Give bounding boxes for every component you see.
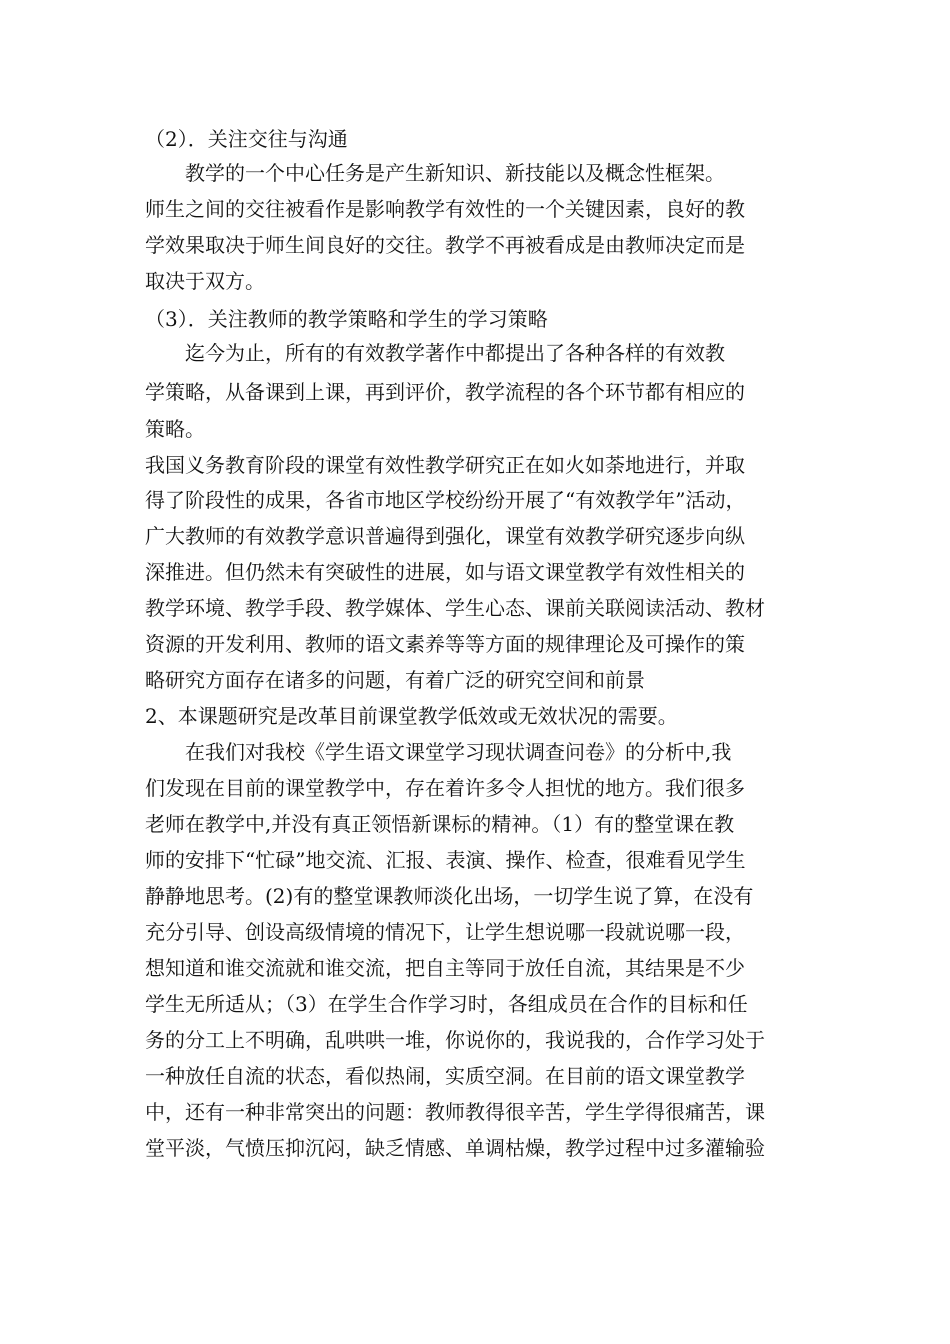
paragraph-line: 深推进。但仍然未有突破性的进展，如与语文课堂教学有效性相关的 xyxy=(145,560,745,584)
paragraph-line: 取决于双方。 xyxy=(145,269,265,293)
paragraph-line: 想知道和谁交流就和谁交流，把自主等同于放任自流，其结果是不少 xyxy=(145,956,745,980)
paragraph-line: 得了阶段性的成果，各省市地区学校纷纷开展了“有效教学年”活动， xyxy=(145,488,746,512)
paragraph-line: 中，还有一种非常突出的问题：教师教得很辛苦，学生学得很痛苦，课 xyxy=(145,1100,765,1124)
paragraph-line: 教学的一个中心任务是产生新知识、新技能以及概念性框架。 xyxy=(145,161,725,185)
paragraph-line: 迄今为止，所有的有效教学著作中都提出了各种各样的有效教 xyxy=(145,341,725,365)
paragraph-line: 师生之间的交往被看作是影响教学有效性的一个关键因素，良好的教 xyxy=(145,197,745,221)
paragraph-line: 堂平淡，气愤压抑沉闷，缺乏情感、单调枯燥，教学过程中过多灌输验 xyxy=(145,1136,765,1160)
paragraph-line: 略研究方面存在诸多的问题，有着广泛的研究空间和前景 xyxy=(145,668,645,692)
paragraph-line: 广大教师的有效教学意识普遍得到强化，课堂有效教学研究逐步向纵 xyxy=(145,524,745,548)
paragraph-line: 师的安排下“忙碌”地交流、汇报、表演、操作、检查，很难看见学生 xyxy=(145,848,746,872)
paragraph-line: 在我们对我校《学生语文课堂学习现状调查问卷》的分析中,我 xyxy=(145,740,732,764)
section-heading-3: （3）．关注教师的教学策略和学生的学习策略 xyxy=(145,307,548,331)
paragraph-line: 学效果取决于师生间良好的交往。教学不再被看成是由教师决定而是 xyxy=(145,233,745,257)
paragraph-line: 充分引导、创设高级情境的情况下，让学生想说哪一段就说哪一段， xyxy=(145,920,745,944)
section-heading-2-research: 2、本课题研究是改革目前课堂教学低效或无效状况的需要。 xyxy=(145,704,678,728)
paragraph-line: 学生无所适从；（3）在学生合作学习时，各组成员在合作的目标和任 xyxy=(145,992,748,1016)
paragraph-line: 静静地思考。(2)有的整堂课教师淡化出场，一切学生说了算，在没有 xyxy=(145,884,754,908)
paragraph-line: 们发现在目前的课堂教学中，存在着许多令人担忧的地方。我们很多 xyxy=(145,776,745,800)
paragraph-line: 教学环境、教学手段、教学媒体、学生心态、课前关联阅读活动、教材 xyxy=(145,596,765,620)
paragraph-line: 学策略，从备课到上课，再到评价，教学流程的各个环节都有相应的 xyxy=(145,380,745,404)
paragraph-line: 一种放任自流的状态，看似热闹，实质空洞。在目前的语文课堂教学 xyxy=(145,1064,745,1088)
section-heading-2: （2）．关注交往与沟通 xyxy=(145,127,348,151)
paragraph-line: 策略。 xyxy=(145,417,205,441)
paragraph-line: 务的分工上不明确，乱哄哄一堆，你说你的，我说我的，合作学习处于 xyxy=(145,1028,765,1052)
paragraph-line: 资源的开发利用、教师的语文素养等等方面的规律理论及可操作的策 xyxy=(145,632,745,656)
paragraph-line: 老师在教学中,并没有真正领悟新课标的精神。（1）有的整堂课在教 xyxy=(145,812,735,836)
paragraph-line: 我国义务教育阶段的课堂有效性教学研究正在如火如荼地进行，并取 xyxy=(145,453,745,477)
